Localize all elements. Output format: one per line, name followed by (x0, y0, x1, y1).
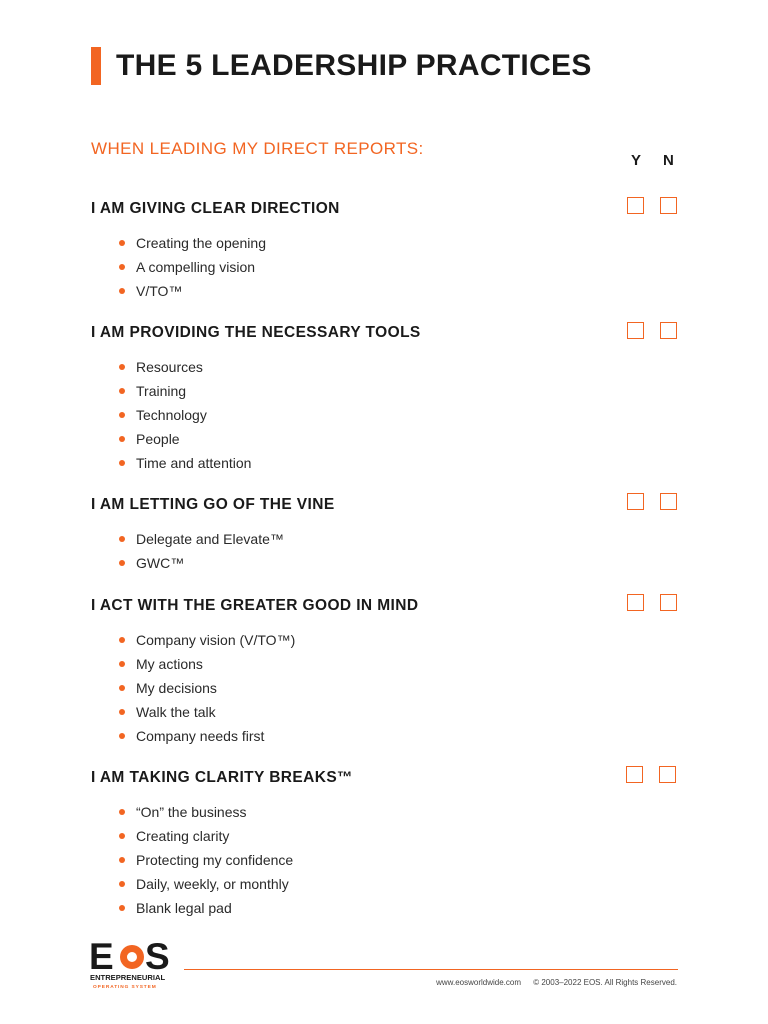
list-item: Technology (119, 403, 691, 427)
bullet-icon (119, 905, 125, 911)
footer-text (426, 978, 677, 987)
bullet-icon (119, 536, 125, 542)
yes-checkbox[interactable] (627, 322, 644, 339)
section-heading: I AM PROVIDING THE NECESSARY TOOLS (91, 324, 421, 341)
eos-logo (89, 936, 177, 992)
footer-divider (184, 969, 678, 970)
bullet-icon (119, 637, 125, 643)
footer-website[interactable]: www.eosworldwide.com (436, 978, 521, 987)
practice-section-greater-good (91, 596, 691, 748)
footer-copyright: © 2003–2022 EOS. All Rights Reserved. (533, 978, 677, 987)
bullet-list (91, 231, 691, 303)
page-title: THE 5 LEADERSHIP PRACTICES (116, 49, 592, 82)
list-item: People (119, 427, 691, 451)
bullet-icon (119, 436, 125, 442)
bullet-list (91, 800, 691, 920)
list-item: Walk the talk (119, 700, 691, 724)
practice-section-clear-direction (91, 199, 691, 303)
list-item: Company vision (V/TO™) (119, 628, 691, 652)
no-checkbox[interactable] (659, 766, 676, 783)
yes-checkbox[interactable] (626, 766, 643, 783)
list-item: Blank legal pad (119, 896, 691, 920)
bullet-icon (119, 809, 125, 815)
list-item: Company needs first (119, 724, 691, 748)
list-item: GWC™ (119, 551, 691, 575)
bullet-icon (119, 857, 125, 863)
section-heading: I AM TAKING CLARITY BREAKS™ (91, 769, 353, 786)
section-heading: I ACT WITH THE GREATER GOOD IN MIND (91, 597, 419, 614)
list-item: A compelling vision (119, 255, 691, 279)
section-heading: I AM LETTING GO OF THE VINE (91, 496, 335, 513)
list-item: My decisions (119, 676, 691, 700)
list-item: Training (119, 379, 691, 403)
bullet-icon (119, 833, 125, 839)
no-checkbox[interactable] (660, 493, 677, 510)
practice-section-letting-go (91, 495, 691, 575)
list-item: Resources (119, 355, 691, 379)
bullet-icon (119, 264, 125, 270)
list-item: Time and attention (119, 451, 691, 475)
no-checkbox[interactable] (660, 594, 677, 611)
yes-checkbox[interactable] (627, 594, 644, 611)
bullet-icon (119, 685, 125, 691)
list-item: Creating the opening (119, 231, 691, 255)
practice-section-necessary-tools (91, 323, 691, 475)
list-item: “On” the business (119, 800, 691, 824)
bullet-icon (119, 733, 125, 739)
bullet-icon (119, 288, 125, 294)
bullet-list (91, 355, 691, 475)
bullet-icon (119, 412, 125, 418)
practice-section-clarity-breaks (91, 768, 691, 920)
bullet-icon (119, 364, 125, 370)
title-accent-bar (91, 47, 101, 85)
list-item: V/TO™ (119, 279, 691, 303)
list-item: Protecting my confidence (119, 848, 691, 872)
svg-text:S: S (145, 936, 170, 977)
list-item: Creating clarity (119, 824, 691, 848)
eos-logo-subtitle: ENTREPRENEURIAL (90, 973, 166, 982)
svg-text:E: E (89, 936, 113, 977)
bullet-icon (119, 388, 125, 394)
list-item: My actions (119, 652, 691, 676)
yes-checkbox[interactable] (627, 493, 644, 510)
no-column-label: N (663, 152, 674, 169)
bullet-icon (119, 709, 125, 715)
list-item: Daily, weekly, or monthly (119, 872, 691, 896)
section-heading: I AM GIVING CLEAR DIRECTION (91, 200, 340, 217)
bullet-icon (119, 460, 125, 466)
bullet-icon (119, 560, 125, 566)
no-checkbox[interactable] (660, 322, 677, 339)
bullet-icon (119, 661, 125, 667)
eos-logo-tagline: OPERATING SYSTEM (93, 985, 157, 990)
bullet-icon (119, 881, 125, 887)
bullet-icon (119, 240, 125, 246)
bullet-list (91, 527, 691, 575)
yes-checkbox[interactable] (627, 197, 644, 214)
list-item: Delegate and Elevate™ (119, 527, 691, 551)
yes-column-label: Y (631, 152, 642, 169)
bullet-list (91, 628, 691, 748)
section-subtitle: WHEN LEADING MY DIRECT REPORTS: (91, 139, 424, 158)
no-checkbox[interactable] (660, 197, 677, 214)
